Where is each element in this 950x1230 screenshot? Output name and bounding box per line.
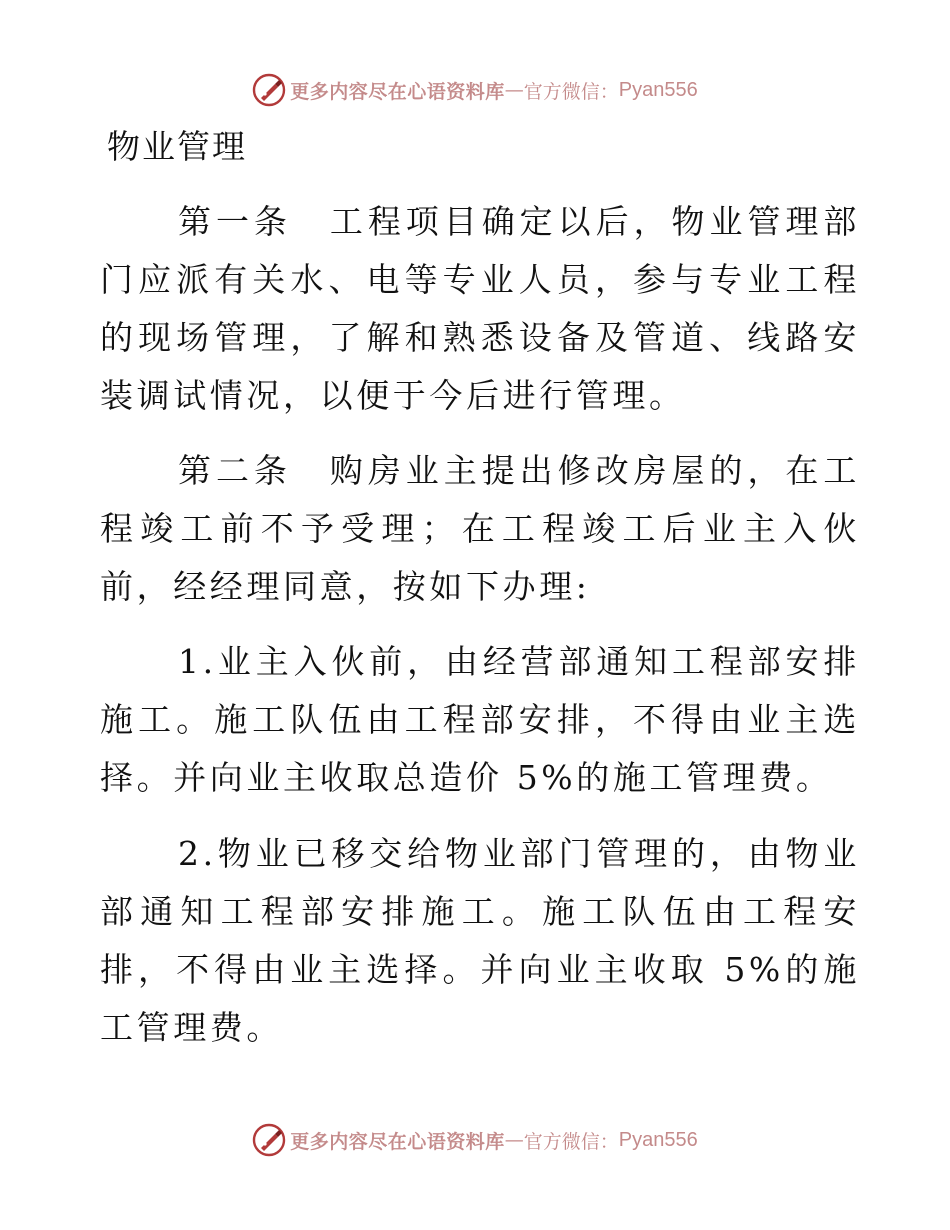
footer-banner (0, 1120, 950, 1160)
wechat-id: Pyan556 (618, 1128, 698, 1151)
paragraph-item-2: 2.物业已移交给物业部门管理的，由物业部通知工程部安排施工。施工队伍由工程安排，不得由业主选择。并向业主收取 5%的施工管理费。 (100, 834, 860, 1047)
document-title: 物业管理 (107, 127, 247, 166)
pen-nib-logo-icon (252, 73, 286, 107)
paragraph-article-2: 第二条 购房业主提出修改房屋的，在工程竣工前不予受理；在工程竣工后业主入伙前，经经理同意，按如下办理: (100, 451, 860, 606)
brand-text: 更多内容尽在心语资料库 (290, 80, 505, 103)
brand-text: 更多内容尽在心语资料库 (290, 1130, 505, 1153)
wechat-label: 官方微信： (523, 80, 619, 103)
paragraph-article-1: 第一条 工程项目确定以后，物业管理部门应派有关水、电等专业人员，参与专业工程的现场管理，了解和熟悉设备及管道、线路安装调试情况，以便于今后进行管理。 (100, 202, 860, 415)
brand-dash: — (504, 1129, 524, 1151)
wechat-label: 官方微信： (523, 1130, 619, 1153)
brand-dash: — (504, 79, 524, 101)
paragraph-item-1: 1.业主入伙前，由经营部通知工程部安排施工。施工队伍由工程部安排，不得由业主选择。并向业主收取总造价 5%的施工管理费。 (100, 642, 860, 797)
header-banner (0, 70, 950, 110)
pen-nib-logo-icon (252, 1123, 286, 1157)
wechat-id: Pyan556 (618, 78, 698, 101)
